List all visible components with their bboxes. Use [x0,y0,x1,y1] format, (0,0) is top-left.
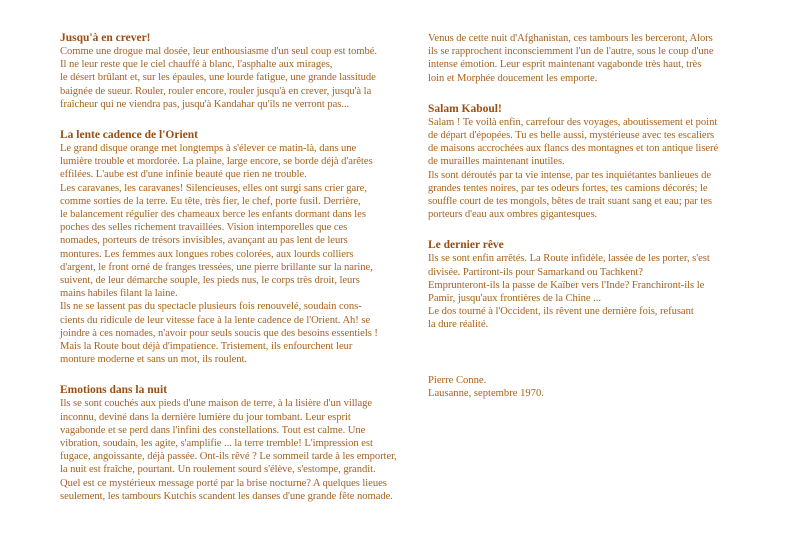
section-text: Comme une drogue mal dosée, leur enthousiasme d'un seul coup est tombé. Il ne leur reste que le ciel chauffé à blanc, l'asphalte aux mirages, le désert brûlant et, sur les épaules, une lourde fatigue, une grande lassitude baignée de sueur. Rouler, rouler encore, rouler jusqu'à en crever, jusqu'à la fraîcheur qui ne viendra pas, jusqu'à Kandahar qu'ils ne verront pas... [60,46,377,110]
section-heading: Le dernier rêve [428,239,504,252]
section-text: Ils se sont enfin arrêtés. La Route infidèle, lassée de les porter, s'est divisée. Partiront-ils pour Samarkand ou Tachkent? Emprunteront-ils la passe de Kaïber vers l'Inde? Franchiront-ils le Pamir, jusqu'aux frontières de la Chine ... Le dos tourné à l'Occident, ils rêvent une dernière fois, refusant la dure réalité. [428,253,710,331]
right-column [428,32,763,400]
section-continuation [428,32,763,85]
section-text: Ils se sont couchés aux pieds d'une maison de terre, à la lisière d'un village inconnu, deviné dans la dernière lumière du jour tombant. Leur esprit vagabonde et se perd dans l'infini des constellations. Tout est calme. Une vibration, soudain, les agite, s'amplifie ... la terre tremble! L'impression est fugace, angoissante, déjà passée. Ont-ils rêvé ? Le sommeil tarde à les emporter, la nuit est fraîche, pourtant. Un roulement sourd s'élève, s'estompe, grandit. Quel est ce mystérieux message porté par la brise nocturne? A quelques lieues seulement, les tambours Kutchis scandent les danses d'une grande fête nomade. [60,398,397,502]
section-jusqua-en-crever [60,32,415,111]
section-lente-cadence [60,129,415,366]
section-text: Venus de cette nuit d'Afghanistan, ces tambours les berceront, Alors ils se rapprochent inconsciemment l'un de l'autre, sous le coup d'une intense émotion. Leur esprit maintenant vagabonde très haut, très loin et Morphée doucement les emporte. [428,33,714,84]
section-text: Salam ! Te voilà enfin, carrefour des voyages, aboutissement et point de départ d'épopées. Tu es belle aussi, mystérieuse avec tes escaliers de maisons accrochées aux flancs des montagnes et ton antique liseré de murailles maintenant inutiles. Ils sont déroutés par ta vie intense, par tes inquiétantes banlieues de grandes tentes noires, par tes odeurs fortes, tes camions décorés; le souffle court de tes mongols, bêtes de trait suant sang et eau; par tes porteurs d'eau aux ombres gigantesques. [428,116,719,221]
section-text: Le grand disque orange met longtemps à s'élever ce matin-là, dans une lumière trouble et mordorée. La plaine, large encore, se borde déjà d'arêtes effilées. L'aube est d'une infinie beauté que rien ne trouble. Les caravanes, les caravanes! Silencieuses, elles ont surgi sans crier gare, comme sorties de la terre. Eu tête, très fier, le chef, porte fusil. Derrière, le balancement régulier des chameaux berce les enfants dormant dans les poches des selles richement travaillées. Vision intemporelles que ces nomades, porteurs de trésors invisibles, avançant au pas lent de leurs montures. Les femmes aux longues robes colorées, aux lourds colliers d'argent, le front orné de franges tressées, une pierre brillante sur la narine, suivent, de leur démarche souple, les pieds nus, le corps très droit, leurs mains habiles filant la laine. Ils ne se lassent pas du spectacle plusieurs fois renouvelé, soudain cons- cients du ridicule de leur vitesse face à la lente cadence de l'Orient. Ah! se joindre à ces nomades, n'avoir pour seuls soucis que des besoins essentiels ! Mais la Route bout déjà d'impatience. Tristement, ils enfourchent leur monture moderne et sans un mot, ils roulent. [60,143,378,366]
section-emotions-nuit [60,384,415,503]
section-heading: Salam Kaboul! [428,102,502,115]
signature [428,374,763,400]
section-dernier-reve [428,239,763,331]
section-heading: La lente cadence de l'Orient [60,129,198,142]
signature-author: Pierre Conne. [428,374,487,386]
signature-place-date: Lausanne, septembre 1970. [428,387,544,399]
section-heading: Jusqu'à en crever! [60,32,151,44]
left-column [60,32,415,521]
section-heading: Emotions dans la nuit [60,384,168,397]
section-salam-kaboul [428,103,763,222]
